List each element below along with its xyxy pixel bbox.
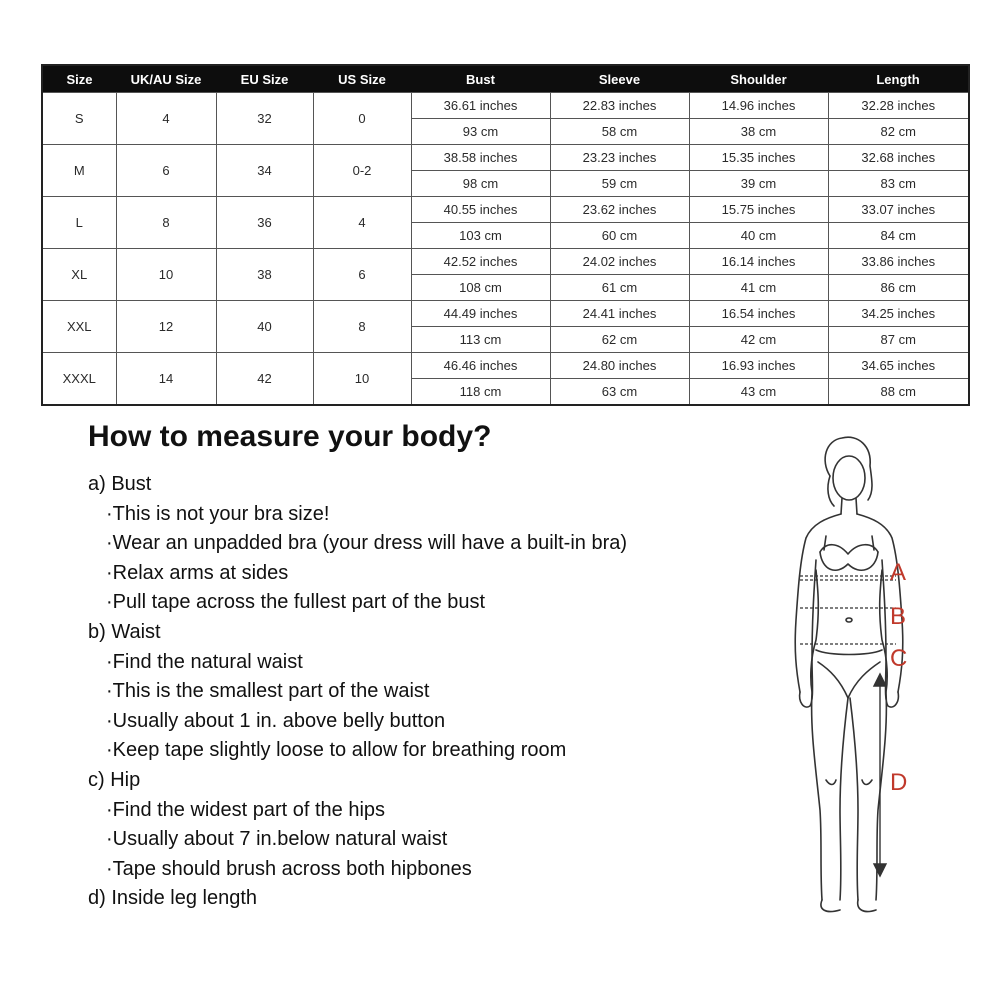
length-cell-inches: 32.28 inches	[861, 98, 936, 113]
us-size-cell: 4	[313, 197, 411, 249]
sleeve-cell	[550, 145, 689, 197]
guide-tip: ·Keep tape slightly loose to allow for breathing room	[106, 739, 567, 762]
guide-tip: ·Pull tape across the fullest part of the bust	[106, 591, 486, 614]
uk-au-size-cell: 8	[116, 197, 216, 249]
size-cell: L	[42, 197, 116, 249]
uk-au-size-cell: 4	[116, 93, 216, 145]
figure-label-a: A	[890, 559, 907, 586]
header-length: Length	[828, 65, 969, 93]
bust-cell	[411, 93, 550, 145]
bust-cell-cm: 108 cm	[412, 274, 550, 300]
table-row	[42, 353, 969, 406]
length-cell-cm: 86 cm	[829, 274, 969, 300]
bust-cell	[411, 249, 550, 301]
us-size-cell: 0	[313, 93, 411, 145]
shoulder-cell-cm: 39 cm	[690, 170, 828, 196]
length-cell	[828, 249, 969, 301]
guide-tip: ·Find the widest part of the hips	[106, 798, 386, 821]
bust-cell	[411, 301, 550, 353]
length-cell-cm: 83 cm	[829, 170, 969, 196]
length-cell-cm: 88 cm	[829, 378, 969, 404]
eu-size-cell: 40	[216, 301, 313, 353]
us-size-cell: 10	[313, 353, 411, 406]
guide-tip: ·This is not your bra size!	[106, 502, 330, 525]
bust-cell	[411, 197, 550, 249]
bust-cell-inches: 38.58 inches	[443, 150, 518, 165]
sleeve-cell-cm: 63 cm	[551, 378, 689, 404]
sleeve-cell-cm: 58 cm	[551, 118, 689, 144]
sleeve-cell-inches: 23.23 inches	[582, 150, 657, 165]
guide-tip: ·Usually about 7 in.below natural waist	[106, 828, 448, 851]
shoulder-cell-inches: 15.35 inches	[721, 150, 796, 165]
figure-label-d: D	[890, 769, 908, 796]
length-cell-inches: 34.25 inches	[861, 306, 936, 321]
shoulder-cell-inches: 16.54 inches	[721, 306, 796, 321]
us-size-cell: 6	[313, 249, 411, 301]
table-row	[42, 145, 969, 197]
guide-tip: ·This is the smallest part of the waist	[106, 680, 430, 703]
sleeve-cell-inches: 23.62 inches	[582, 202, 657, 217]
shoulder-cell-inches: 16.93 inches	[721, 358, 796, 373]
header-shoulder: Shoulder	[689, 65, 828, 93]
length-cell	[828, 197, 969, 249]
shoulder-cell-inches: 14.96 inches	[721, 98, 796, 113]
guide-section-heading: a) Bust	[88, 473, 152, 495]
body-measurement-figure	[760, 430, 940, 920]
eu-size-cell: 34	[216, 145, 313, 197]
shoulder-cell	[689, 249, 828, 301]
bust-cell-inches: 44.49 inches	[443, 306, 518, 321]
body-outline-illustration	[760, 430, 940, 920]
shoulder-cell-cm: 38 cm	[690, 118, 828, 144]
size-cell: S	[42, 93, 116, 145]
eu-size-cell: 32	[216, 93, 313, 145]
eu-size-cell: 42	[216, 353, 313, 406]
shoulder-cell	[689, 197, 828, 249]
sleeve-cell	[550, 353, 689, 406]
bust-cell-cm: 118 cm	[412, 378, 550, 404]
size-cell: XL	[42, 249, 116, 301]
length-cell-inches: 34.65 inches	[861, 358, 936, 373]
length-cell-inches: 32.68 inches	[861, 150, 936, 165]
uk-au-size-cell: 14	[116, 353, 216, 406]
length-cell-cm: 87 cm	[829, 326, 969, 352]
shoulder-cell	[689, 145, 828, 197]
figure-label-b: B	[890, 603, 907, 630]
sleeve-cell-cm: 60 cm	[551, 222, 689, 248]
bust-cell	[411, 353, 550, 406]
table-row	[42, 197, 969, 249]
shoulder-cell	[689, 353, 828, 406]
bust-cell-inches: 46.46 inches	[443, 358, 518, 373]
size-chart-table	[41, 64, 970, 406]
table-row	[42, 301, 969, 353]
bust-cell-cm: 113 cm	[412, 326, 550, 352]
length-cell-cm: 84 cm	[829, 222, 969, 248]
size-cell: M	[42, 145, 116, 197]
figure-label-c: C	[890, 645, 908, 672]
sleeve-cell-inches: 24.41 inches	[582, 306, 657, 321]
guide-tip: ·Wear an unpadded bra (your dress will have a built-in bra)	[106, 532, 628, 555]
sleeve-cell	[550, 301, 689, 353]
bust-cell-cm: 93 cm	[412, 118, 550, 144]
header-eu-size: EU Size	[216, 65, 313, 93]
eu-size-cell: 36	[216, 197, 313, 249]
guide-tip: ·Find the natural waist	[106, 650, 303, 673]
header-sleeve: Sleeve	[550, 65, 689, 93]
length-cell-inches: 33.07 inches	[861, 202, 936, 217]
uk-au-size-cell: 12	[116, 301, 216, 353]
uk-au-size-cell: 6	[116, 145, 216, 197]
us-size-cell: 0-2	[313, 145, 411, 197]
sleeve-cell-cm: 62 cm	[551, 326, 689, 352]
length-cell	[828, 145, 969, 197]
length-cell	[828, 93, 969, 145]
measure-guide-list	[88, 470, 627, 914]
sleeve-cell	[550, 197, 689, 249]
bust-cell	[411, 145, 550, 197]
shoulder-cell	[689, 93, 828, 145]
guide-section-heading: d) Inside leg length	[88, 887, 258, 910]
sleeve-cell-cm: 59 cm	[551, 170, 689, 196]
sleeve-cell-inches: 24.80 inches	[582, 358, 657, 373]
uk-au-size-cell: 10	[116, 249, 216, 301]
bust-cell-inches: 36.61 inches	[443, 98, 518, 113]
measure-guide-title: How to measure your body?	[88, 420, 492, 453]
size-chart-header-row	[42, 65, 969, 93]
header-size: Size	[42, 65, 116, 93]
length-cell	[828, 353, 969, 406]
shoulder-cell-cm: 40 cm	[690, 222, 828, 248]
table-row	[42, 93, 969, 145]
bust-cell-cm: 103 cm	[412, 222, 550, 248]
bust-cell-inches: 42.52 inches	[443, 254, 518, 269]
eu-size-cell: 38	[216, 249, 313, 301]
sleeve-cell-inches: 24.02 inches	[582, 254, 657, 269]
guide-section-heading: b) Waist	[88, 620, 161, 643]
sleeve-cell-inches: 22.83 inches	[582, 98, 657, 113]
bust-cell-inches: 40.55 inches	[443, 202, 518, 217]
header-uk-au-size: UK/AU Size	[116, 65, 216, 93]
shoulder-cell-inches: 15.75 inches	[721, 202, 796, 217]
length-cell	[828, 301, 969, 353]
table-row	[42, 249, 969, 301]
sleeve-cell	[550, 249, 689, 301]
guide-tip: ·Tape should brush across both hipbones	[106, 857, 472, 880]
shoulder-cell-inches: 16.14 inches	[721, 254, 796, 269]
size-cell: XXL	[42, 301, 116, 353]
shoulder-cell-cm: 42 cm	[690, 326, 828, 352]
sleeve-cell-cm: 61 cm	[551, 274, 689, 300]
length-cell-inches: 33.86 inches	[861, 254, 936, 269]
length-cell-cm: 82 cm	[829, 118, 969, 144]
us-size-cell: 8	[313, 301, 411, 353]
header-us-size: US Size	[313, 65, 411, 93]
guide-section-heading: c) Hip	[88, 768, 141, 791]
size-cell: XXXL	[42, 353, 116, 406]
header-bust: Bust	[411, 65, 550, 93]
shoulder-cell-cm: 43 cm	[690, 378, 828, 404]
sleeve-cell	[550, 93, 689, 145]
bust-cell-cm: 98 cm	[412, 170, 550, 196]
guide-tip: ·Usually about 1 in. above belly button	[106, 709, 446, 732]
guide-tip: ·Relax arms at sides	[106, 561, 289, 584]
shoulder-cell	[689, 301, 828, 353]
shoulder-cell-cm: 41 cm	[690, 274, 828, 300]
